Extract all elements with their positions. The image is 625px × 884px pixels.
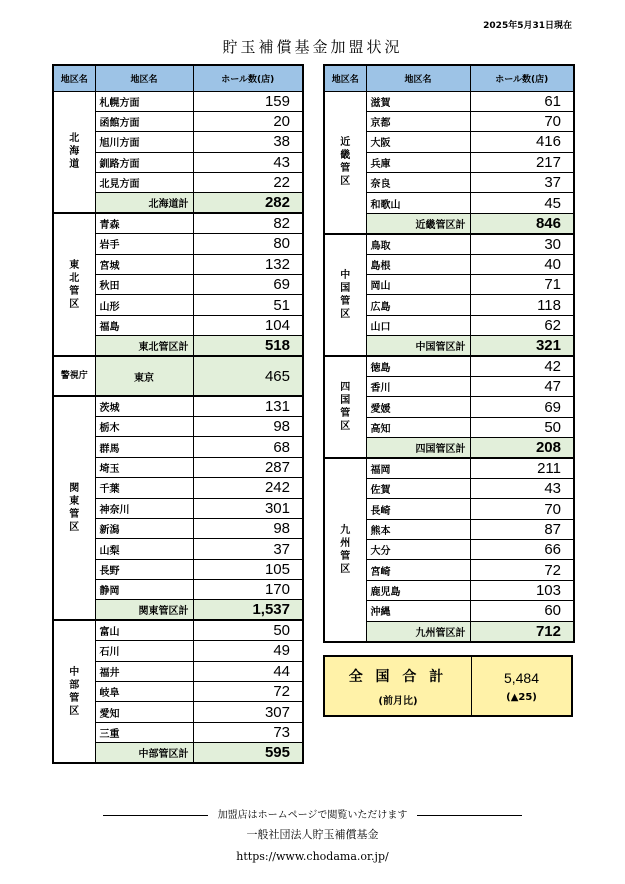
area-name: 鹿児島 bbox=[366, 580, 470, 600]
hall-count: 104 bbox=[193, 315, 303, 335]
area-name: 岩手 bbox=[95, 234, 193, 254]
area-name: 山梨 bbox=[95, 539, 193, 559]
table-row bbox=[324, 234, 574, 254]
subtotal-value: 282 bbox=[193, 193, 303, 213]
hall-count: 80 bbox=[193, 234, 303, 254]
subtotal-label: 東北管区計 bbox=[95, 336, 193, 356]
hall-count: 20 bbox=[193, 111, 303, 131]
hall-count: 87 bbox=[470, 519, 574, 539]
hall-count: 307 bbox=[193, 702, 303, 722]
hall-count: 68 bbox=[193, 437, 303, 457]
area-name: 愛知 bbox=[95, 702, 193, 722]
area-name: 旭川方面 bbox=[95, 132, 193, 152]
area-name: 山口 bbox=[366, 315, 470, 335]
hall-count: 70 bbox=[470, 499, 574, 519]
region-cell bbox=[53, 396, 95, 620]
subtotal-label: 四国管区計 bbox=[366, 438, 470, 458]
subtotal-value: 595 bbox=[193, 743, 303, 763]
table-row bbox=[324, 91, 574, 111]
hall-count: 72 bbox=[193, 682, 303, 702]
subtotal-value: 321 bbox=[470, 336, 574, 356]
region-label: 中部管区 bbox=[69, 666, 80, 717]
area-name: 奈良 bbox=[366, 173, 470, 193]
national-total-label-cell bbox=[325, 657, 472, 715]
area-name: 北見方面 bbox=[95, 173, 193, 193]
area-name: 長野 bbox=[95, 559, 193, 579]
hall-count: 30 bbox=[470, 234, 574, 254]
page-title: 貯玉補償基金加盟状況 bbox=[222, 38, 403, 56]
hall-count: 50 bbox=[193, 620, 303, 640]
national-total-value: 5,484 bbox=[503, 669, 540, 686]
hall-count: 47 bbox=[470, 376, 574, 396]
hall-count: 37 bbox=[470, 173, 574, 193]
area-name: 福井 bbox=[95, 661, 193, 681]
area-name: 京都 bbox=[366, 111, 470, 131]
subtotal-label: 九州管区計 bbox=[366, 621, 470, 641]
hall-count: 131 bbox=[193, 396, 303, 416]
area-name: 札幌方面 bbox=[95, 91, 193, 111]
area-name: 石川 bbox=[95, 641, 193, 661]
area-name: 釧路方面 bbox=[95, 152, 193, 172]
divider bbox=[417, 815, 522, 816]
hall-count: 37 bbox=[193, 539, 303, 559]
region-cell bbox=[324, 356, 366, 458]
hall-count: 170 bbox=[193, 580, 303, 600]
hall-count: 42 bbox=[470, 356, 574, 376]
hall-count: 132 bbox=[193, 254, 303, 274]
hall-count: 103 bbox=[470, 580, 574, 600]
area-name: 栃木 bbox=[95, 416, 193, 436]
area-name: 神奈川 bbox=[95, 498, 193, 518]
area-name: 島根 bbox=[366, 254, 470, 274]
region-cell bbox=[53, 91, 95, 213]
hall-count: 43 bbox=[193, 152, 303, 172]
area-name: 三重 bbox=[95, 722, 193, 742]
area-name: 鳥取 bbox=[366, 234, 470, 254]
hall-count: 38 bbox=[193, 132, 303, 152]
left-membership-table bbox=[52, 64, 304, 764]
previous-month-change: (▲25) bbox=[506, 691, 537, 703]
hall-count: 98 bbox=[193, 416, 303, 436]
hall-count: 40 bbox=[470, 254, 574, 274]
subtotal-value: 1,537 bbox=[193, 600, 303, 620]
header-area: 地区名 bbox=[95, 65, 193, 91]
area-name: 岐阜 bbox=[95, 682, 193, 702]
national-total-label: 全 国 合 計 bbox=[348, 668, 448, 685]
area-name: 秋田 bbox=[95, 275, 193, 295]
hall-count: 416 bbox=[470, 132, 574, 152]
area-name: 長崎 bbox=[366, 499, 470, 519]
hall-count: 242 bbox=[193, 478, 303, 498]
area-name: 愛媛 bbox=[366, 397, 470, 417]
hall-count: 211 bbox=[470, 458, 574, 478]
table-row bbox=[53, 91, 303, 111]
hall-count: 66 bbox=[470, 540, 574, 560]
subtotal-value: 846 bbox=[470, 213, 574, 233]
national-total-box bbox=[323, 655, 573, 717]
table-row bbox=[53, 620, 303, 640]
organization-name: 一般社団法人貯玉補償基金 bbox=[246, 828, 379, 841]
header-count: ホール数(店) bbox=[470, 65, 574, 91]
region-cell bbox=[324, 458, 366, 642]
header-region: 地区名 bbox=[324, 65, 366, 91]
header-area: 地区名 bbox=[366, 65, 470, 91]
area-name: 函館方面 bbox=[95, 111, 193, 131]
national-total-value-cell bbox=[472, 657, 571, 715]
area-name: 茨城 bbox=[95, 396, 193, 416]
area-name: 富山 bbox=[95, 620, 193, 640]
hall-count: 159 bbox=[193, 91, 303, 111]
header-region: 地区名 bbox=[53, 65, 95, 91]
table-header-row bbox=[324, 65, 574, 91]
hall-count: 69 bbox=[470, 397, 574, 417]
hall-count: 71 bbox=[470, 275, 574, 295]
hall-count: 105 bbox=[193, 559, 303, 579]
hall-count: 22 bbox=[193, 173, 303, 193]
table-header-row bbox=[53, 65, 303, 91]
region-label: 四国管区 bbox=[340, 382, 351, 433]
footer-note-text: 加盟店はホームページで閲覧いただけます bbox=[217, 810, 408, 821]
area-name: 広島 bbox=[366, 295, 470, 315]
region-cell bbox=[53, 620, 95, 763]
hall-count: 45 bbox=[470, 193, 574, 213]
area-name: 千葉 bbox=[95, 478, 193, 498]
area-name: 宮崎 bbox=[366, 560, 470, 580]
hall-count: 98 bbox=[193, 518, 303, 538]
subtotal-label: 中部管区計 bbox=[95, 743, 193, 763]
area-name: 香川 bbox=[366, 376, 470, 396]
header-count: ホール数(店) bbox=[193, 65, 303, 91]
table-row bbox=[53, 356, 303, 396]
region-label: 九州管区 bbox=[340, 524, 351, 575]
region-cell bbox=[324, 91, 366, 234]
area-name: 宮城 bbox=[95, 254, 193, 274]
area-name: 福岡 bbox=[366, 458, 470, 478]
area-name: 群馬 bbox=[95, 437, 193, 457]
hall-count: 43 bbox=[470, 478, 574, 498]
region-label: 北海道 bbox=[69, 133, 80, 171]
hall-count: 118 bbox=[470, 295, 574, 315]
region-label: 関東管区 bbox=[69, 483, 80, 534]
area-name: 山形 bbox=[95, 295, 193, 315]
subtotal-label: 北海道計 bbox=[95, 193, 193, 213]
hall-count: 51 bbox=[193, 295, 303, 315]
area-name: 滋賀 bbox=[366, 91, 470, 111]
area-name: 静岡 bbox=[95, 580, 193, 600]
area-name: 佐賀 bbox=[366, 478, 470, 498]
region-label: 近畿管区 bbox=[340, 137, 351, 188]
hall-count: 73 bbox=[193, 722, 303, 742]
hall-count: 60 bbox=[470, 601, 574, 621]
subtotal-value: 518 bbox=[193, 336, 303, 356]
table-row bbox=[53, 396, 303, 416]
subtotal-label: 近畿管区計 bbox=[366, 213, 470, 233]
region-label: 東北管区 bbox=[69, 259, 80, 310]
table-row bbox=[53, 213, 303, 233]
divider bbox=[103, 815, 208, 816]
hall-count: 61 bbox=[470, 91, 574, 111]
website-url[interactable]: https://www.chodama.or.jp/ bbox=[236, 850, 389, 863]
hall-count: 82 bbox=[193, 213, 303, 233]
region-cell: 警視庁 bbox=[53, 356, 95, 396]
area-name: 熊本 bbox=[366, 519, 470, 539]
area-name: 東京 bbox=[95, 356, 193, 396]
subtotal-value: 208 bbox=[470, 438, 574, 458]
area-name: 兵庫 bbox=[366, 152, 470, 172]
area-name: 岡山 bbox=[366, 275, 470, 295]
area-name: 沖縄 bbox=[366, 601, 470, 621]
region-cell bbox=[324, 234, 366, 356]
hall-count: 70 bbox=[470, 111, 574, 131]
region-label: 中国管区 bbox=[340, 269, 351, 320]
area-name: 青森 bbox=[95, 213, 193, 233]
area-name: 新潟 bbox=[95, 518, 193, 538]
table-row bbox=[324, 458, 574, 478]
area-name: 大阪 bbox=[366, 132, 470, 152]
as-of-date: 2025年5月31日現在 bbox=[483, 21, 572, 31]
area-name: 大分 bbox=[366, 540, 470, 560]
subtotal-value: 712 bbox=[470, 621, 574, 641]
subtotal-label: 中国管区計 bbox=[366, 336, 470, 356]
footer-note bbox=[0, 806, 625, 821]
area-name: 福島 bbox=[95, 315, 193, 335]
hall-count: 69 bbox=[193, 275, 303, 295]
hall-count: 72 bbox=[470, 560, 574, 580]
hall-count: 301 bbox=[193, 498, 303, 518]
hall-count: 50 bbox=[470, 417, 574, 437]
previous-month-label: (前月比) bbox=[378, 695, 418, 707]
hall-count: 287 bbox=[193, 457, 303, 477]
area-name: 徳島 bbox=[366, 356, 470, 376]
table-row bbox=[324, 356, 574, 376]
hall-count: 62 bbox=[470, 315, 574, 335]
hall-count: 44 bbox=[193, 661, 303, 681]
region-cell bbox=[53, 213, 95, 356]
hall-count: 49 bbox=[193, 641, 303, 661]
right-membership-table bbox=[323, 64, 575, 643]
area-name: 高知 bbox=[366, 417, 470, 437]
area-name: 埼玉 bbox=[95, 457, 193, 477]
hall-count: 217 bbox=[470, 152, 574, 172]
subtotal-label: 関東管区計 bbox=[95, 600, 193, 620]
area-name: 和歌山 bbox=[366, 193, 470, 213]
hall-count: 465 bbox=[193, 356, 303, 396]
